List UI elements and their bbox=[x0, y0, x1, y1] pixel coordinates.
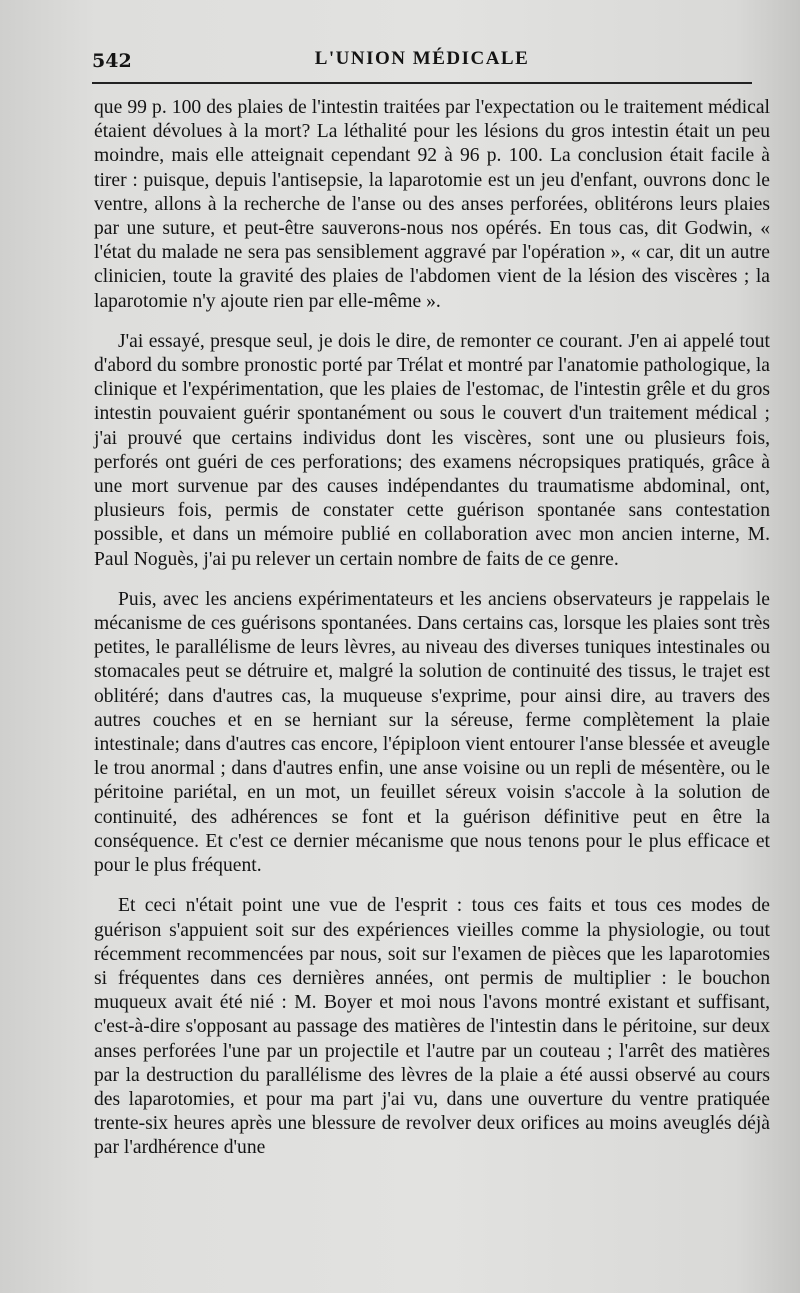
paragraph: Et ceci n'était point une vue de l'esprit : tous ces faits et tous ces modes de guérison s'appuient soit sur des expériences vieilles comme la physiologie, ou tout récemment recommencées par nous, soit sur l'examen de pièces que les laparotomies si fréquentes dans ces dernières années, ont permis de multiplier : le bouchon muqueux avait été nié : M. Boyer et moi nous l'avons montré existant et suffisant, c'est-à-dire s'opposant au passage des matières de l'intestin dans le péritoine, sur deux anses perforées l'une par un projectile et l'autre par un couteau ; l'arrêt des matières par la destruction du parallélisme des lèvres de la plaie a été aussi observé au cours des laparotomies, et pour ma part j'ai vu, dans une ouverture du ventre pratiquée trente-six heures après une blessure de revolver deux orifices au moins aveuglés déjà par l'ardhérence d'une bbox=[94, 895, 770, 1159]
paragraph: Puis, avec les anciens expérimentateurs et les anciens observateurs je rappelais le mécanisme de ces guérisons spontanées. Dans certains cas, lorsque les plaies sont très petites, le parallélisme de leurs lèvres, au niveau des diverses tuniques intestinales ou stomacales peut se détruire et, malgré la solution de continuité des tissus, le trajet est oblitéré; dans d'autres cas, la muqueuse s'exprime, pour ainsi dire, au travers des autres couches et en se herniant sur la séreuse, ferme complètement la plaie intestinale; dans d'autres cas encore, l'épiploon vient entourer l'anse blessée et aveugle le trou anormal ; dans d'autres enfin, une anse voisine ou un repli de mésentère, ou le péritoine pariétal, en un mot, un feuillet séreux voisin s'accole à la solution de continuité, des adhérences se font et la guérison définitive peut en être la conséquence. Et c'est ce dernier mécanisme que nous tenons pour le plus efficace et pour le plus fréquent. bbox=[94, 588, 770, 877]
paragraph-continuation: que 99 p. 100 des plaies de l'intestin traitées par l'expectation ou le traitement médical étaient dévolues à la mort? La léthalité pour les lésions du gros intestin était un peu moindre, mais elle atteignait cependant 92 à 96 p. 100. La conclusion était facile à tirer : puisque, depuis l'antisepsie, la laparotomie est un jeu d'enfant, ouvrons donc le ventre, allons à la recherche de l'anse ou des anses perforées, oblitérons leurs plaies par une suture, et peut-être sauverons-nous nos opérés. En tous cas, dit Godwin, « l'état du malade ne sera pas sensiblement aggravé par l'opération », « car, dit un autre clinicien, toute la gravité des plaies de l'abdomen vient de la lésion des viscères ; la laparotomie n'y ajoute rien par elle-même ». bbox=[94, 97, 770, 312]
page-header bbox=[92, 44, 752, 84]
running-title: L'UNION MÉDICALE bbox=[314, 48, 530, 69]
body-text bbox=[94, 96, 770, 1161]
header-rule bbox=[92, 82, 752, 84]
page-number: 542 bbox=[92, 50, 132, 72]
paragraph: J'ai essayé, presque seul, je dois le dire, de remonter ce courant. J'en ai appelé tout d'abord du sombre pronostic porté par Trélat et montré par l'anatomie pathologique, la clinique et l'expérimentation, que les plaies de l'estomac, de l'intestin grêle et du gros intestin pouvaient guérir spontanément ou sous le couvert d'un traitement médical ; j'ai prouvé que certains individus dont les viscères, sont une ou plusieurs fois, perforés ont guéri de ces perforations; des examens nécropsiques pratiqués, grâce à une mort survenue par des causes indépendantes du traumatisme abdominal, ont, plusieurs fois, permis de constater cette guérison spontanée sans contestation possible, et dans un mémoire publié en collaboration avec mon ancien interne, M. Paul Noguès, j'ai pu relever un certain nombre de faits de ce genre. bbox=[94, 330, 770, 570]
